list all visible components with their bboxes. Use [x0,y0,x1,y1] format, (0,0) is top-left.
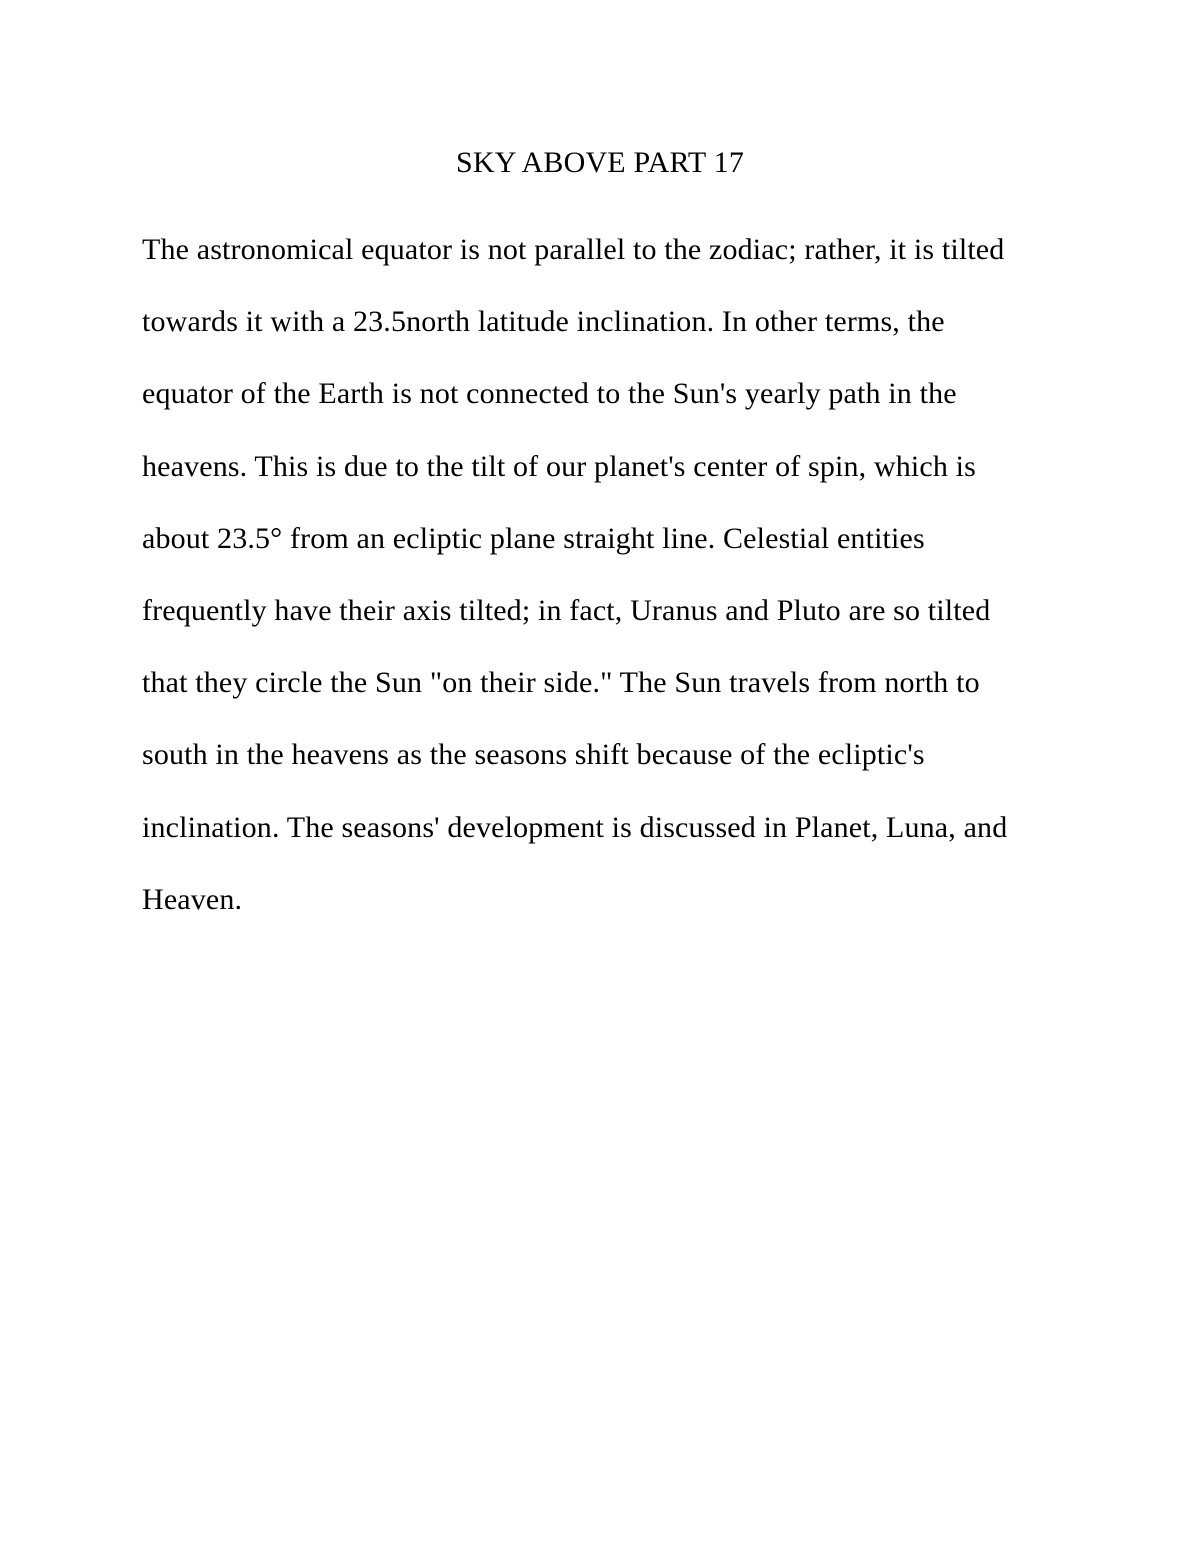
paragraph-line: heavens. This is due to the tilt of our planet's center of spin, which is [142,449,976,483]
paragraph-line: The astronomical equator is not parallel to the zodiac; rather, it is tilted [142,233,1005,266]
paragraph-line: Heaven. [142,882,243,916]
page-title: SKY ABOVE PART 17 [455,146,745,179]
paragraph-line: equator of the Earth is not connected to the Sun's yearly path in the [142,377,957,411]
paragraph-line: about 23.5° from an ecliptic plane straight line. Celestial entities [142,521,925,555]
paragraph-line: south in the heavens as the seasons shift because of the ecliptic's [142,738,925,772]
paragraph-line: frequently have their axis tilted; in fact, Uranus and Pluto are so tilted [142,593,991,627]
body-paragraph [142,230,1062,952]
paragraph-line: towards it with a 23.5north latitude inclination. In other terms, the [142,305,945,339]
paragraph-line: inclination. The seasons' development is discussed in Planet, Luna, and [142,810,1008,844]
paragraph-line: that they circle the Sun "on their side." The Sun travels from north to [142,666,980,700]
